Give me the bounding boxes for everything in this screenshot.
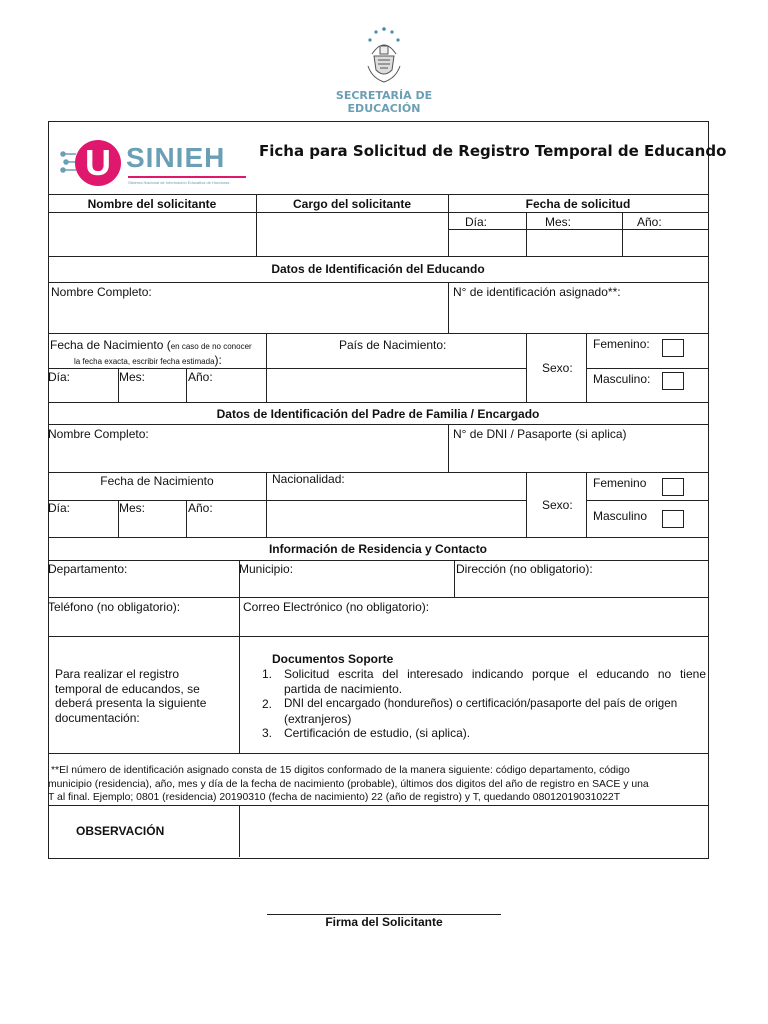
secretaria-line1: SECRETARÍA DE [335,89,433,102]
padre-sexo-label: Sexo: [542,498,573,512]
firma-label: Firma del Solicitante [325,915,443,929]
educando-anio-label: Año: [188,370,213,384]
nota-id [48,764,707,805]
secretaria-line2: EDUCACIÓN [347,102,421,115]
doc-item2-num: 2. [262,697,273,711]
solicitud-mes-label: Mes: [545,215,572,229]
usinieh-logo [60,136,250,190]
logo-underline [128,176,246,178]
nota-line2: municipio (residencia), año, mes y día de la fecha de nacimiento (probable), últimos dos digitos del año de registro en SACE y una [48,778,649,790]
logo-letter: U [85,142,111,183]
padre-dni-label: N° de DNI / Pasaporte (si aplica) [453,427,627,441]
instr-line2: temporal de educandos, se [55,681,200,696]
col-nombre-solicitante: Nombre del solicitante [87,197,217,211]
educando-section-title: Datos de Identificación del Educando [271,262,485,276]
instr-line4: documentación: [55,710,140,725]
educando-sexo-label: Sexo: [542,361,573,375]
cargo-solicitante-field[interactable] [257,213,447,255]
nombre-solicitante-field[interactable] [49,213,255,255]
padre-masculino-checkbox[interactable] [662,510,684,528]
educando-mes-label: Mes: [119,370,146,384]
solicitud-anio-label: Año: [637,215,662,229]
educando-id-label: N° de identificación asignado**: [453,285,621,299]
documentos-instructions [55,667,206,725]
secretaria-title [300,89,468,115]
fecha-nac-close: ): [214,353,222,367]
padre-nombre-label: Nombre Completo: [48,427,149,441]
form-title: Ficha para Solicitud de Registro Temporal de Educando [259,142,727,160]
padre-section-title: Datos de Identificación del Padre de Familia / Encargado [216,407,540,421]
logo-subtitle: Sistema Nacional de Información Educativa de Honduras [128,180,230,185]
doc-item1-num: 1. [262,667,273,681]
educando-nombre-field[interactable] [49,300,447,332]
doc-item2-line1: DNI del encargado (hondureños) o certificación/pasaporte del país de origen [284,697,678,710]
observacion-label: OBSERVACIÓN [76,824,165,838]
educando-femenino-checkbox[interactable] [662,339,684,357]
padre-nacionalidad-label: Nacionalidad: [272,472,345,486]
doc-item3-line1: Certificación de estudio, (si aplica). [284,726,471,740]
educando-fecha-nac-label [50,338,252,352]
educando-dia-label: Día: [48,370,71,384]
instr-line1: Para realizar el registro [55,667,180,681]
padre-mes-label: Mes: [119,501,146,515]
educando-masculino-label: Masculino: [593,372,651,386]
logo-text: SINIEH [126,142,226,173]
padre-femenino-label: Femenino [593,476,647,490]
correo-label: Correo Electrónico (no obligatorio): [243,600,430,614]
padre-masculino-label: Masculino [593,509,648,523]
padre-nombre-field[interactable] [49,442,447,471]
nota-line3: T al final. Ejemplo; 0801 (residencia) 20190310 (fecha de nacimiento) 22 (año de registro) y T, quedando 08012019031022T [48,792,621,803]
fecha-nac-text: Fecha de Nacimiento ( [50,338,171,352]
direccion-label: Dirección (no obligatorio): [456,562,593,576]
padre-anio-label: Año: [188,501,213,515]
secretaria-crest-icon [362,26,406,86]
educando-nombre-label: Nombre Completo: [51,285,152,299]
educando-pais-nac-label: País de Nacimiento: [339,338,447,352]
solicitud-dia-label: Día: [465,215,488,229]
padre-dia-label: Día: [48,501,71,515]
residencia-section-title: Información de Residencia y Contacto [268,542,488,556]
documentos-title: Documentos Soporte [272,652,394,666]
doc-item1-line1: Solicitud escrita del interesado indicando porque el educando no tiene [284,667,706,681]
instr-line3: deberá presenta la siguiente [55,696,207,710]
nota-line1: **El número de identificación asignado consta de 15 digitos conformado de la manera siguiente: código departamento, código [51,765,630,776]
doc-item2-line2: (extranjeros) [284,712,352,726]
fecha-nac-note: en caso de no conocer [170,342,252,351]
telefono-label: Teléfono (no obligatorio): [48,600,181,614]
departamento-label: Departamento: [48,562,128,576]
padre-fecha-nac-label: Fecha de Nacimiento [100,474,214,488]
educando-femenino-label: Femenino: [593,337,650,351]
educando-fecha-nac-note2 [74,353,222,367]
observacion-field[interactable] [240,806,707,856]
padre-femenino-checkbox[interactable] [662,478,684,496]
col-cargo-solicitante: Cargo del solicitante [292,197,412,211]
doc-item3-num: 3. [262,726,273,740]
fecha-nac-note2-text: la fecha exacta, escribir fecha estimada [74,357,215,366]
doc-item1-line2: partida de nacimiento. [284,682,403,696]
educando-masculino-checkbox[interactable] [662,372,684,390]
col-fecha-solicitud: Fecha de solicitud [525,197,631,211]
municipio-label: Municipio: [239,562,294,576]
